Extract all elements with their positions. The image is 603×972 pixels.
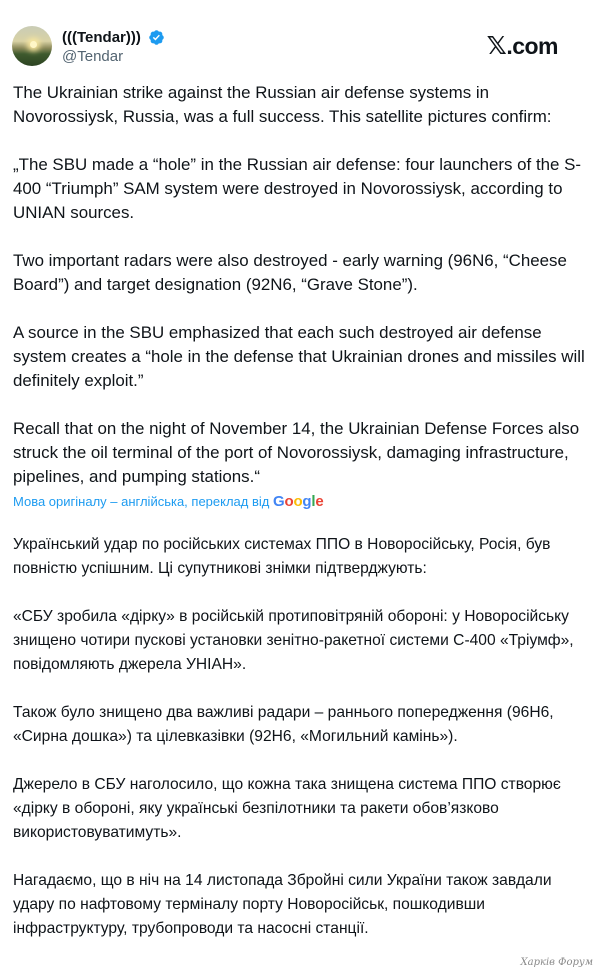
- post-paragraph-uk-3: Також було знищено два важливі радари – раннього попередження (96Н6, «Сирна дошка») та цілевказівки (92Н6, «Могильний камінь»).: [13, 704, 554, 745]
- x-logo-icon: 𝕏: [486, 31, 507, 60]
- forum-watermark: Харків Форум: [520, 957, 593, 968]
- x-logo: [487, 31, 558, 60]
- author-avatar[interactable]: [12, 26, 52, 66]
- post-paragraph-en-3: Two important radars were also destroyed - early warning (96N6, “Cheese Board”) and target designation (92N6, “Grave Stone”).: [13, 251, 567, 294]
- author-handle[interactable]: @Tendar: [62, 48, 124, 65]
- post-paragraph-uk-5: Нагадаємо, що в ніч на 14 листопада Збройні сили України також завдали удару по нафтовому терміналу порту Новоросійськ, пошкодивши інфраструктуру, трубопроводи та насосні станції.: [13, 872, 552, 937]
- post-paragraph-uk-1: Український удар по російських системах ППО в Новоросійську, Росія, був повністю успішним. Ці супутникові знімки підтверджують:: [13, 536, 551, 577]
- verified-badge-icon: [148, 29, 165, 46]
- avatar-sun: [30, 41, 37, 48]
- post-paragraph-uk-2: «СБУ зробила «дірку» в російській протиповітряній обороні: у Новоросійську знищено чотири пускові установки зенітно-ракетної системи С-400 «Тріумф», повідомляють джерела УНІАН».: [13, 608, 574, 673]
- translation-notice-text: Мова оригіналу – англійська, переклад від: [13, 494, 270, 509]
- post-paragraph-en-2: „The SBU made a “hole” in the Russian air defense: four launchers of the S-400 “Triumph” SAM system were destroyed in Novorossiysk, according to UNIAN sources.: [13, 155, 582, 222]
- post-body: [13, 81, 593, 965]
- post-paragraph-en-1: The Ukrainian strike against the Russian air defense systems in Novorossiysk, Russia, was a full success. This satellite pictures confirm:: [13, 83, 552, 126]
- translation-notice[interactable]: [13, 493, 593, 511]
- post-paragraph-en-5: Recall that on the night of November 14, the Ukrainian Defense Forces also struck the oil terminal of the port of Novorossiysk, damaging infrastructure, pipelines, and pumping stations.“: [13, 419, 580, 486]
- post-paragraph-uk-4: Джерело в СБУ наголосило, що кожна така знищена система ППО створює «дірку в обороні, яку українські безпілотники та ракети обов’язково використовуватимуть».: [13, 776, 561, 841]
- author-name-block: [62, 28, 165, 66]
- author-display-name[interactable]: (((Tendar))): [62, 29, 141, 46]
- post-paragraph-en-4: A source in the SBU emphasized that each such destroyed air defense system creates a “hole in the defense that Ukrainian drones and missiles will definitely exploit.”: [13, 323, 585, 390]
- google-logo: Google: [273, 493, 324, 510]
- post-header: [12, 20, 592, 72]
- x-logo-text: .com: [506, 33, 558, 59]
